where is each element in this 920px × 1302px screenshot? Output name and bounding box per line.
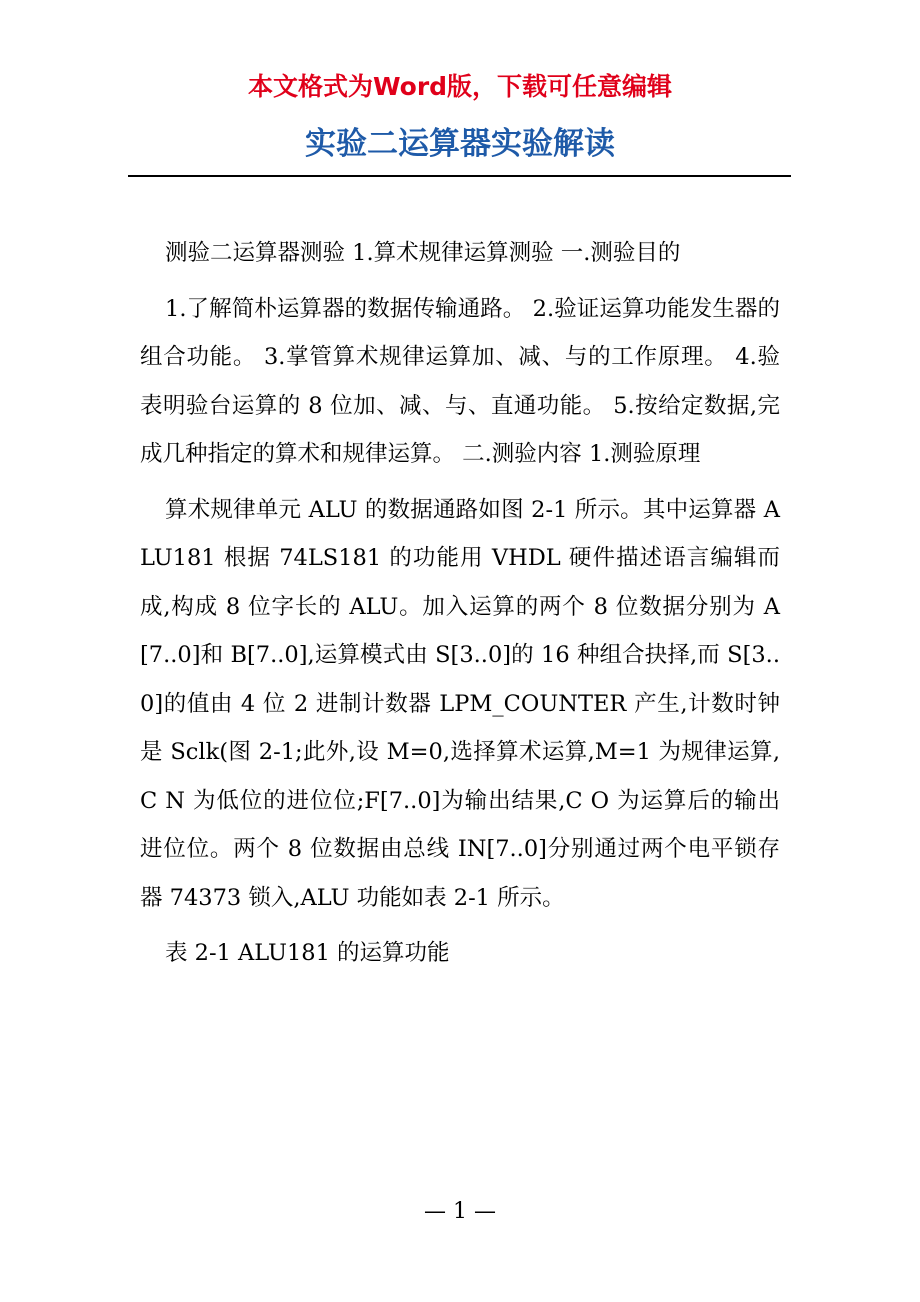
document-title: 实验二运算器实验解读 xyxy=(305,126,615,162)
table-caption: 表 2-1 ALU181 的运算功能 xyxy=(165,940,450,966)
paragraph-intro: 测验二运算器测验 1.算术规律运算测验 一.测验目的 xyxy=(165,240,681,266)
title-divider xyxy=(128,175,791,177)
download-notice: 本文格式为Word版，下载可任意编辑 xyxy=(247,72,673,101)
paragraph-objectives: 1.了解简朴运算器的数据传输通路。 2.验证运算功能发生器的组合功能。 3.掌管算术规律运算加、减、与的工作原理。 4.验表明验台运算的 8 位加、减、与、直通功能。 5.按给定数据,完成几种指定的算术和规律运算。 二.测验内容 1.测验原理 xyxy=(140,295,780,467)
paragraph-principle: 算术规律单元 ALU 的数据通路如图 2-1 所示。其中运算器 ALU181 根据 74LS181 的功能用 VHDL 硬件描述语言编辑而成,构成 8 位字长的 ALU。加入运算的两个 8 位数据分别为 A[7..0]和 B[7..0],运算模式由 S[3..0]的 16 种组合抉择,而 S[3..0]的值由 4 位 2 进制计数器 LPM_COUNTER 产生,计数时钟是 Sclk(图 2-1;此外,设 M=0,选择算术运算,M=1 为规律运算,C N 为低位的进位位;F[7..0]为输出结果,C O 为运算后的输出进位位。两个 8 位数据由总线 IN[7..0]分别通过两个电平锁存器 74373 锁入,ALU 功能如表 2-1 所示。 xyxy=(140,496,780,911)
page-number: — 1 — xyxy=(424,1199,496,1224)
document-body xyxy=(140,229,780,985)
